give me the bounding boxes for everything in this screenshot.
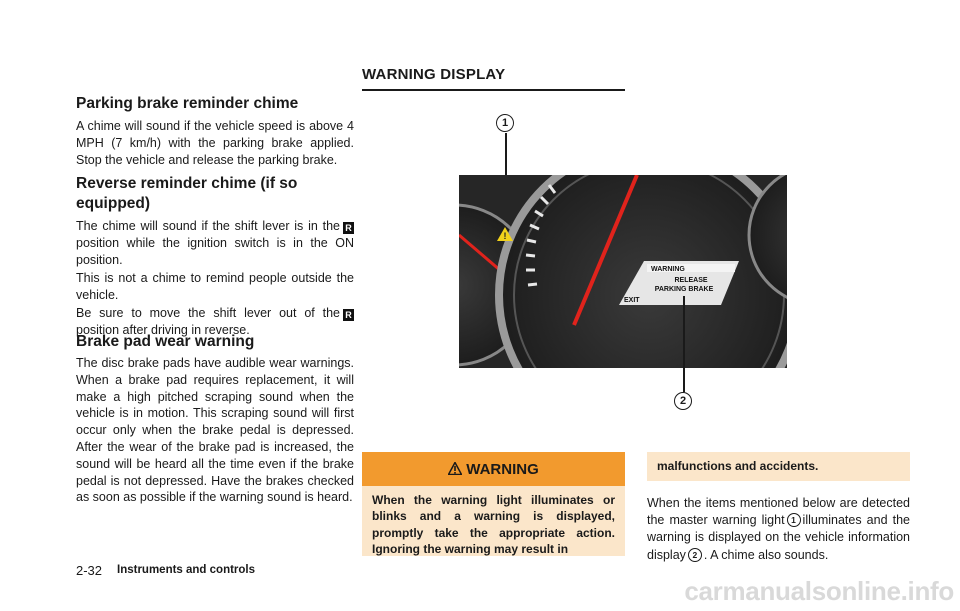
display-parking-brake-label: PARKING BRAKE: [654, 286, 714, 293]
display-release-label: RELEASE: [674, 277, 708, 284]
page-number: 2-32: [76, 563, 103, 578]
instrument-cluster-illustration: [459, 175, 787, 368]
heading-rule: [362, 89, 625, 91]
reverse-chime-text-1: The chime will sound if the shift lever is in the R position while the ignition switch is in the ON position.: [76, 219, 354, 267]
r-position-symbol: R: [343, 309, 354, 321]
r-position-symbol: R: [343, 222, 354, 234]
callout-2: 2: [674, 392, 692, 410]
watermark: carmanualsonline.info: [684, 576, 954, 606]
svg-text:!: !: [503, 231, 507, 241]
warning-box-continued: [647, 452, 910, 481]
inline-callout-1: 1: [787, 513, 801, 527]
callout-2-line: [683, 296, 685, 392]
master-warning-text: When the items mentioned below are detected the master warning light 1 illuminates and the warning is displayed on the vehicle information display 2 . A chime also sounds.: [647, 496, 911, 562]
warning-box-title: WARNING: [362, 461, 625, 478]
reverse-chime-text-2: This is not a chime to remind people outside the vehicle.: [76, 271, 354, 302]
warning-triangle-icon: [448, 462, 462, 475]
reverse-chime-text-3: Be sure to move the shift lever out of the R position after driving in reverse.: [76, 305, 354, 339]
warning-display-heading: WARNING DISPLAY: [362, 66, 506, 83]
cluster-drawing: [459, 175, 787, 368]
parking-brake-title: Parking brake reminder chime: [76, 95, 299, 112]
warning-continued-text: malfunctions and accidents.: [657, 459, 819, 473]
warning-box-text: When the warning light illuminates or blinks and a warning is displayed, promptly take the appropriate action. Ignoring the warning may result in: [372, 493, 615, 557]
brake-pad-title: Brake pad wear warning: [76, 333, 255, 350]
warning-box: [362, 452, 625, 556]
reverse-chime-title: Reverse reminder chime (if so equipped): [76, 175, 298, 212]
display-warning-label: WARNING: [651, 266, 685, 273]
footer-section-label: Instruments and controls: [117, 564, 256, 576]
inline-callout-2: 2: [688, 548, 702, 562]
parking-brake-text: A chime will sound if the vehicle speed is above 4 MPH (7 km/h) with the parking brake applied. Stop the vehicle and release the parking brake.: [76, 119, 354, 167]
brake-pad-text: The disc brake pads have audible wear warnings. When a brake pad requires replacement, it will make a high pitched scraping sound when the vehicle is in motion. This scraping sound will first occur only when the brake pedal is depressed. After the wear of the brake pad is increased, the sound will be heard all the time even if the brake pedal is not depressed. Have the brakes checked as soon as possible if the warning sound is heard.: [76, 356, 354, 505]
callout-1: 1: [496, 114, 514, 132]
display-exit-label: EXIT: [624, 297, 640, 304]
